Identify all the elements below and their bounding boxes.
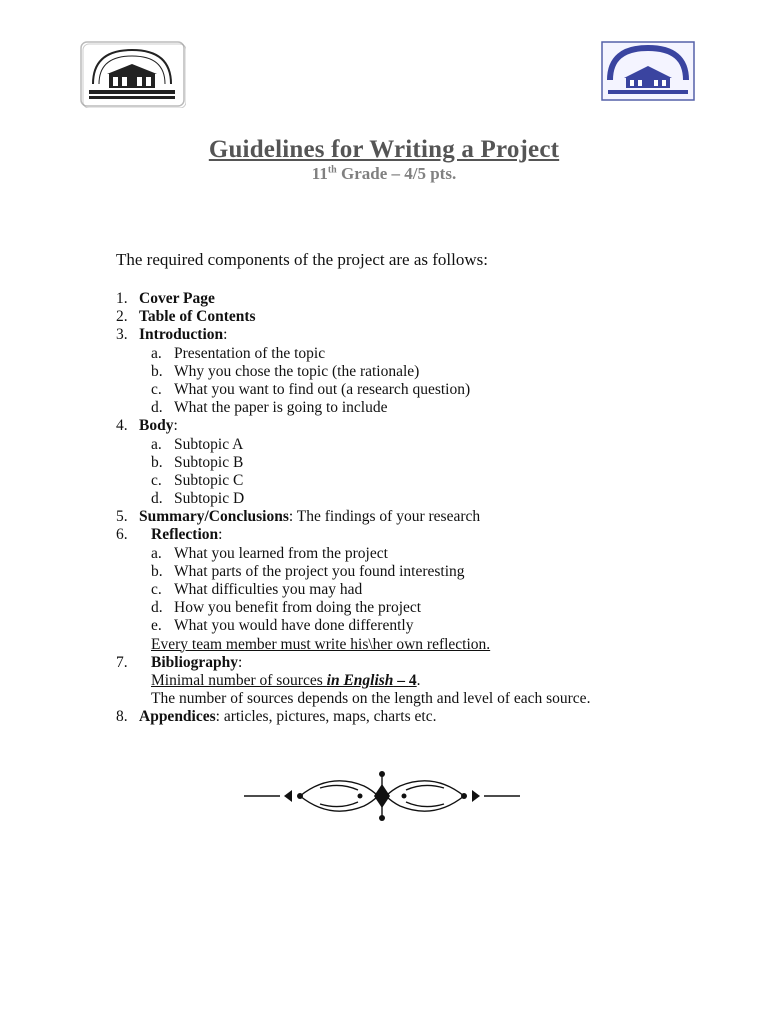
grade-suffix: th [327, 164, 337, 176]
list-item-letter: b. [151, 562, 163, 580]
decorative-ornament [240, 768, 524, 824]
list-item-letter: c. [151, 471, 162, 489]
list-item-letter: b. [151, 453, 163, 471]
list-item-text: What you learned from the project [174, 544, 388, 562]
list-item-text: What the paper is going to include [174, 399, 388, 417]
list-item [116, 381, 676, 399]
grade-rest: Grade – 4/5 pts. [336, 164, 457, 183]
list-item-text: Body: [139, 417, 178, 435]
list-item-text: What parts of the project you found interesting [174, 562, 465, 580]
list-item-note: Every team member must write his\her own reflection. [151, 635, 491, 653]
list-item [116, 472, 676, 490]
list-item-letter: d. [151, 399, 163, 417]
list-item [116, 545, 676, 563]
list-item-number: 2. [116, 308, 128, 326]
list-item [116, 308, 676, 326]
list-item-text: Subtopic A [174, 435, 244, 453]
list-item-text [139, 308, 256, 326]
list-item [116, 708, 676, 726]
list-item-label: Reflection [151, 526, 219, 544]
list-item [116, 326, 676, 344]
intro-text: The required components of the project are as follows: [116, 250, 488, 269]
sources-end: . [416, 671, 421, 689]
list-item [116, 490, 676, 508]
sources-dash: – [393, 671, 409, 689]
list-item-letter: a. [151, 435, 162, 453]
list-item [116, 617, 676, 635]
list-item [116, 345, 676, 363]
list-item-number: 8. [116, 708, 128, 726]
list-item-text: What difficulties you may had [174, 581, 363, 598]
list-item-label: Table of Contents [139, 308, 256, 326]
list-item [116, 363, 676, 381]
list-item-text: How you benefit from doing the project [174, 599, 422, 617]
list-item-text: What you want to find out (a research question) [174, 380, 471, 398]
sources-count: 4 [408, 671, 417, 689]
list-item-text [139, 290, 215, 308]
list-item [116, 508, 676, 526]
list-item-text: Appendices: articles, pictures, maps, charts etc. [139, 708, 437, 726]
list-item-letter: e. [151, 617, 162, 635]
list-item-number: 3. [116, 326, 128, 344]
list-item [116, 672, 676, 690]
list-item-number: 5. [116, 508, 128, 526]
list-item-label: Introduction [139, 326, 224, 344]
list-item [116, 690, 676, 708]
list-item-text: What you would have done differently [174, 617, 414, 635]
list-item [116, 290, 676, 308]
list-item-label: Appendices [139, 708, 216, 726]
list-item-text: Subtopic C [174, 471, 244, 489]
grade-number: 11 [311, 164, 328, 183]
list-item [116, 581, 676, 599]
list-item [116, 436, 676, 454]
sources-emphasis: in English [326, 671, 394, 689]
list-item-number: 7. [116, 653, 128, 671]
list-item-text: Subtopic D [174, 490, 245, 508]
list-item [116, 399, 676, 417]
list-item-note [151, 672, 421, 690]
list-item-letter: a. [151, 544, 162, 562]
list-item-text: Subtopic B [174, 453, 244, 471]
list-item-text: Bibliography: [151, 653, 243, 671]
page-subtitle [0, 164, 768, 184]
list-item [116, 636, 676, 654]
list-item [116, 654, 676, 672]
components-list [116, 290, 676, 727]
list-item-letter: a. [151, 344, 162, 362]
list-item-text: Presentation of the topic [174, 344, 326, 362]
title-block [0, 136, 768, 184]
list-item-letter: c. [151, 581, 162, 598]
sources-lead: Minimal number of sources [151, 671, 327, 689]
list-item-letter: d. [151, 599, 163, 617]
list-item [116, 526, 676, 544]
list-item-number: 6. [116, 526, 128, 544]
list-item [116, 417, 676, 435]
list-item-letter: c. [151, 380, 162, 398]
list-item-label: Cover Page [139, 290, 215, 307]
school-logo-right [600, 40, 696, 102]
list-item [116, 599, 676, 617]
list-item-text: Introduction: [139, 326, 228, 344]
list-item-number: 1. [116, 290, 128, 307]
list-item [116, 563, 676, 581]
list-item-text: Reflection: [151, 526, 223, 544]
page-title: Guidelines for Writing a Project [208, 136, 560, 163]
list-item [116, 454, 676, 472]
list-item-label: Summary/Conclusions [139, 508, 289, 526]
list-item-text: Summary/Conclusions: The findings of your research [139, 508, 481, 526]
list-item-text: Why you chose the topic (the rationale) [174, 362, 420, 380]
list-item-letter: d. [151, 490, 163, 508]
list-item-label: Bibliography [151, 653, 238, 671]
list-item-note: The number of sources depends on the length and level of each source. [151, 690, 591, 708]
school-logo-left [79, 40, 186, 108]
list-item-number: 4. [116, 417, 128, 435]
list-item-letter: b. [151, 362, 163, 380]
list-item-label: Body [139, 417, 174, 435]
